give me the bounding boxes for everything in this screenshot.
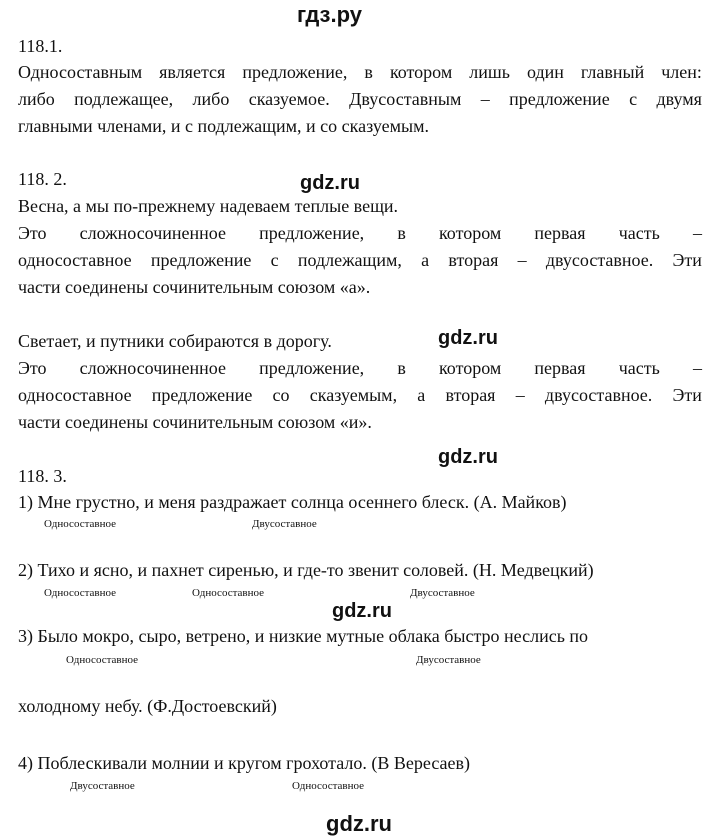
word: а (421, 250, 430, 270)
word: Эти (672, 385, 702, 405)
word: часть (618, 358, 660, 378)
word: предложение (509, 89, 610, 109)
text-line (18, 62, 702, 83)
word: вторая (448, 250, 499, 270)
word: Это (18, 223, 47, 243)
word: в (364, 62, 373, 82)
word: Это (18, 358, 47, 378)
part-label: Двусоставное (70, 780, 135, 792)
word: в (397, 223, 406, 243)
word: с (270, 250, 279, 270)
watermark: gdz.ru (332, 600, 392, 622)
word: двусоставное. (544, 385, 653, 405)
word: один (526, 62, 564, 82)
part-label: Односоставное (192, 587, 265, 599)
word: со (272, 385, 290, 405)
word: лишь (469, 62, 510, 82)
word: главный (580, 62, 645, 82)
word: предложение, (259, 358, 365, 378)
word: Эти (672, 250, 702, 270)
word: сказуемым, (309, 385, 398, 405)
word: подлежащим, (297, 250, 402, 270)
text-line: части соединены сочинительным союзом «а». (18, 277, 371, 297)
word: вторая (445, 385, 496, 405)
watermark: gdz.ru (300, 172, 360, 194)
word: односоставное (18, 385, 132, 405)
word: предложение (151, 385, 253, 405)
exercise-continuation: холодному небу. (Ф.Достоевский) (18, 696, 277, 716)
part-label: Двусоставное (410, 587, 475, 599)
word: котором (438, 223, 502, 243)
word: предложение, (242, 62, 348, 82)
word: является (159, 62, 226, 82)
exercise-sentence: 1) Мне грустно, и меня раздражает солнца осеннего блеск. (А. Майков) (18, 492, 567, 512)
word: член: (661, 62, 702, 82)
example-sentence: Светает, и путники собираются в дорогу. (18, 331, 332, 351)
word: первая (534, 358, 586, 378)
part-label: Односоставное (44, 587, 117, 599)
watermark: gdz.ru (326, 811, 392, 836)
word: а (417, 385, 426, 405)
part-label: Двусоставное (252, 518, 317, 530)
word: в (397, 358, 406, 378)
text-line: части соединены сочинительным союзом «и». (18, 412, 372, 432)
word: Двусоставным (349, 89, 462, 109)
text-line: главными членами, и с подлежащим, и со сказуемым. (18, 116, 429, 136)
exercise-sentence: 2) Тихо и ясно, и пахнет сиренью, и где-то звенит соловей. (Н. Медвецкий) (18, 560, 594, 580)
word: либо (18, 89, 55, 109)
section-heading: 118. 3. (18, 466, 67, 486)
word: сложносочиненное (79, 358, 227, 378)
word: предложение (150, 250, 252, 270)
word: предложение, (259, 223, 365, 243)
section-heading: 118.1. (18, 36, 63, 56)
word: котором (438, 358, 502, 378)
word: – (515, 385, 525, 405)
word: – (692, 223, 702, 243)
text-line (18, 250, 702, 271)
watermark-top: гдз.ру (297, 2, 362, 27)
text-line (18, 89, 702, 110)
part-label: Односоставное (292, 780, 365, 792)
example-sentence: Весна, а мы по-прежнему надеваем теплые вещи. (18, 196, 399, 216)
part-label: Односоставное (66, 654, 139, 666)
part-label: Двусоставное (416, 654, 481, 666)
word: котором (389, 62, 453, 82)
word: двусоставное. (545, 250, 654, 270)
word: – (480, 89, 490, 109)
section-heading: 118. 2. (18, 169, 67, 189)
word: часть (618, 223, 660, 243)
word: – (692, 358, 702, 378)
word: – (517, 250, 527, 270)
word: Односоставным (18, 62, 143, 82)
watermark: gdz.ru (438, 446, 498, 468)
word: сложносочиненное (79, 223, 227, 243)
word: сказуемое. (248, 89, 330, 109)
exercise-sentence: 3) Было мокро, сыро, ветрено, и низкие мутные облака быстро неслись по (18, 626, 589, 646)
word: либо (192, 89, 230, 109)
text-line (18, 358, 702, 379)
word: подлежащее, (74, 89, 174, 109)
exercise-sentence: 4) Поблескивали молнии и кругом грохотало. (В Вересаев) (18, 753, 471, 773)
part-label: Односоставное (44, 518, 117, 530)
watermark: gdz.ru (438, 327, 498, 349)
word: с (629, 89, 638, 109)
word: первая (534, 223, 586, 243)
word: односоставное (18, 250, 132, 270)
word: двумя (656, 89, 702, 109)
text-line (18, 385, 702, 406)
text-line (18, 223, 702, 244)
